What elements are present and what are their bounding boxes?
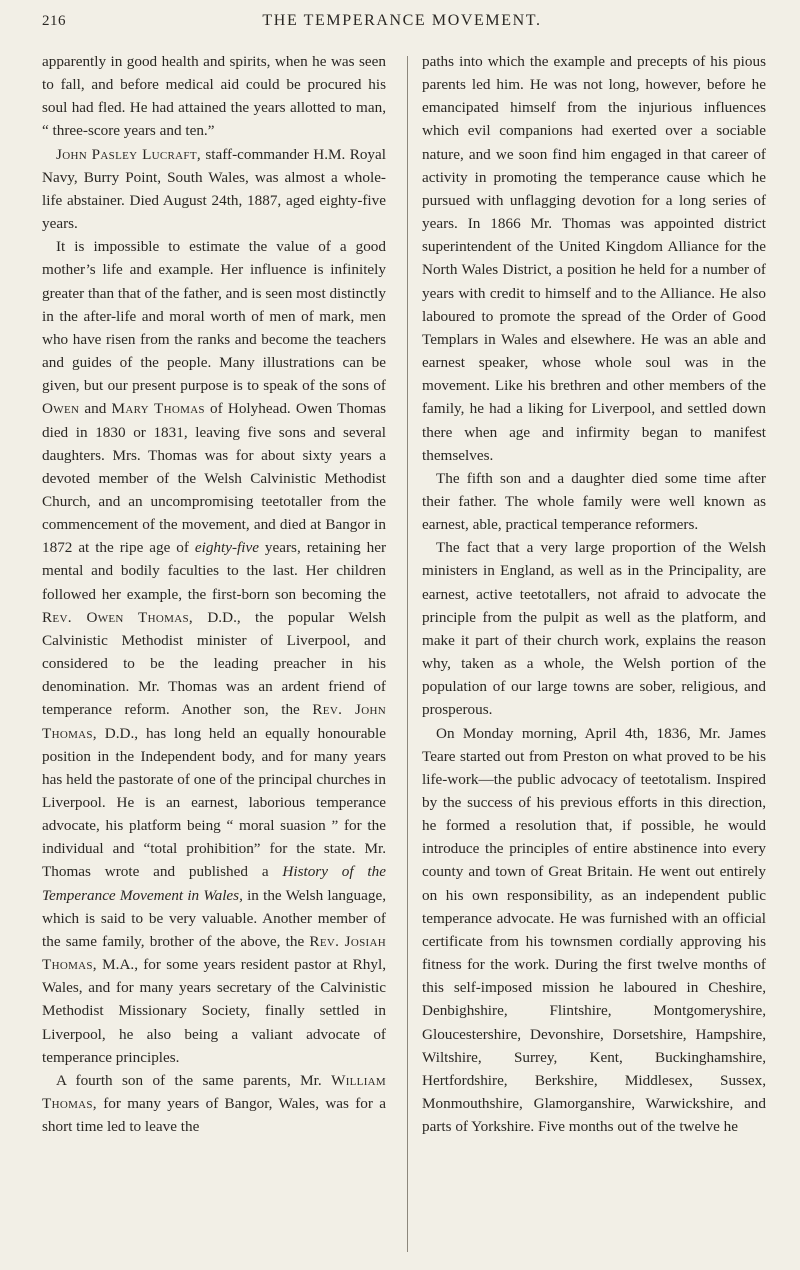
right-column [422,50,766,1138]
paragraph: On Monday morning, April 4th, 1836, Mr. James Teare started out from Preston on what proved to be his life-work—the public advocacy of teetotalism. Inspired by the success of his previous efforts in this direction, he formed a resolution that, if possible, he would introduce the principles of entire abstinence into every county and town of Great Britain. He went out entirely on his own responsibility, as an independent public temperance advocate. He was furnished with an official certificate from his townsmen cordially approving his fitness for the work. During the first twelve months of this self-imposed mission he laboured in Cheshire, Denbighshire, Flintshire, Montgomeryshire, Gloucestershire, Devonshire, Dorsetshire, Hampshire, Wiltshire, Surrey, Kent, Buckinghamshire, Hertfordshire, Berkshire, Middlesex, Sussex, Monmouthshire, Glamorganshire, Warwickshire, and parts of Yorkshire. Five months out of the twelve he [422,724,766,1136]
paragraph: apparently in good health and spirits, when he was seen to fall, and before medical aid could be procured his soul had fled. He had attained the years allotted to man, “ three-score years and ten.” [42,53,386,140]
paragraph: It is impossible to estimate the value of a good mother’s life and example. Her influence is infinitely greater than that of the father, and is seen most distinctly in the after-life and moral worth of men of mark, men who have risen from the ranks and become the teachers and guides of the people. Many illustrations can be given, but our present purpose is to speak of the sons of Owen and Mary Thomas of Holyhead. Owen Thomas died in 1830 or 1831, leaving five sons and several daughters. Mrs. Thomas was for about sixty years a devoted member of the Welsh Calvinistic Methodist Church, and an uncompromising teetotaller from the commencement of the movement, and died at Bangor in 1872 at the ripe age of eighty-five years, retaining her mental and bodily faculties to the last. Her children followed her example, the first-born son becoming the Rev. Owen Thomas, D.D., the popular Welsh Calvinistic Methodist minister of Liverpool, and considered to be the leading preacher in his denomination. Mr. Thomas was an ardent friend of temperance reform. Another son, the Rev. John Thomas, D.D., has long held an equally honourable position in the Independent body, and for many years has held the pastorate of one of the principal churches in Liverpool. He is an earnest, laborious temperance advocate, his platform being “ moral suasion ” for the individual and “total prohibition” for the state. Mr. Thomas wrote and published a History of the Temperance Movement in Wales, in the Welsh language, which is said to be very valuable. Another member of the same family, brother of the above, the Rev. Josiah Thomas, M.A., for some years resident pastor at Rhyl, Wales, and for many years secretary of the Calvinistic Methodist Missionary Society, finally settled in Liverpool, he also being a valiant advocate of temperance principles. [42,238,387,1066]
person-name: William Thomas, [42,1071,386,1113]
paragraph: The fifth son and a daughter died some time after their father. The whole family were well known as earnest, able, practical temperance reformers. [422,469,766,534]
paragraph: John Pasley Lucraft, staff-commander H.M. Royal Navy, Burry Point, South Wales, was almost a whole-life abstainer. Died August 24th, 1887, aged eighty-five years. [42,145,386,233]
person-name: Rev. Owen Thomas, [42,608,193,626]
person-name: Owen [42,400,80,418]
emphasis: eighty-five [194,539,259,557]
page-number: 216 [42,13,66,29]
person-name: Rev. Josiah Thomas, [42,932,386,974]
left-column [42,50,386,1138]
paragraph: paths into which the example and precepts of his pious parents led him. He was not long, however, before he emancipated himself from the injurious influences which evil companions had exerted over a sociable nature, and we soon find him engaged in that career of activity in promoting the temperance cause which he pursued with unflagging devotion for a long series of years. In 1866 Mr. Thomas was appointed district superintendent of the United Kingdom Alliance for the North Wales District, a position he held for a number of years with credit to himself and to the Alliance. He also laboured to promote the spread of the Order of Good Templars in Wales and elsewhere. He was an able and earnest speaker, whose whole soul was in the movement. Like his brethren and other members of the family, he had a liking for Liverpool, and settled down there when age and infirmity began to manifest themselves. [422,53,766,464]
running-header [42,12,762,42]
book-title: History of the Temperance Movement in Wales, [42,863,386,904]
running-title: THE TEMPERANCE MOVEMENT. [262,12,542,29]
person-name: John Pasley Lucraft, [56,145,201,163]
person-name: Rev. John Thomas, [42,701,386,742]
paragraph: A fourth son of the same parents, Mr. William Thomas, for many years of Bangor, Wales, was for a short time led to leave the [42,1071,386,1136]
column-divider [407,56,408,1252]
paragraph: The fact that a very large proportion of the Welsh ministers in England, as well as in the Principality, are earnest, active teetotallers, not afraid to advocate the principle from the pulpit as well as the platform, and make it part of their church work, explains the reason why, taken as a whole, the Welsh portion of the population of our large towns are sober, religious, and prosperous. [422,539,766,719]
person-name: Mary Thomas [111,400,205,418]
